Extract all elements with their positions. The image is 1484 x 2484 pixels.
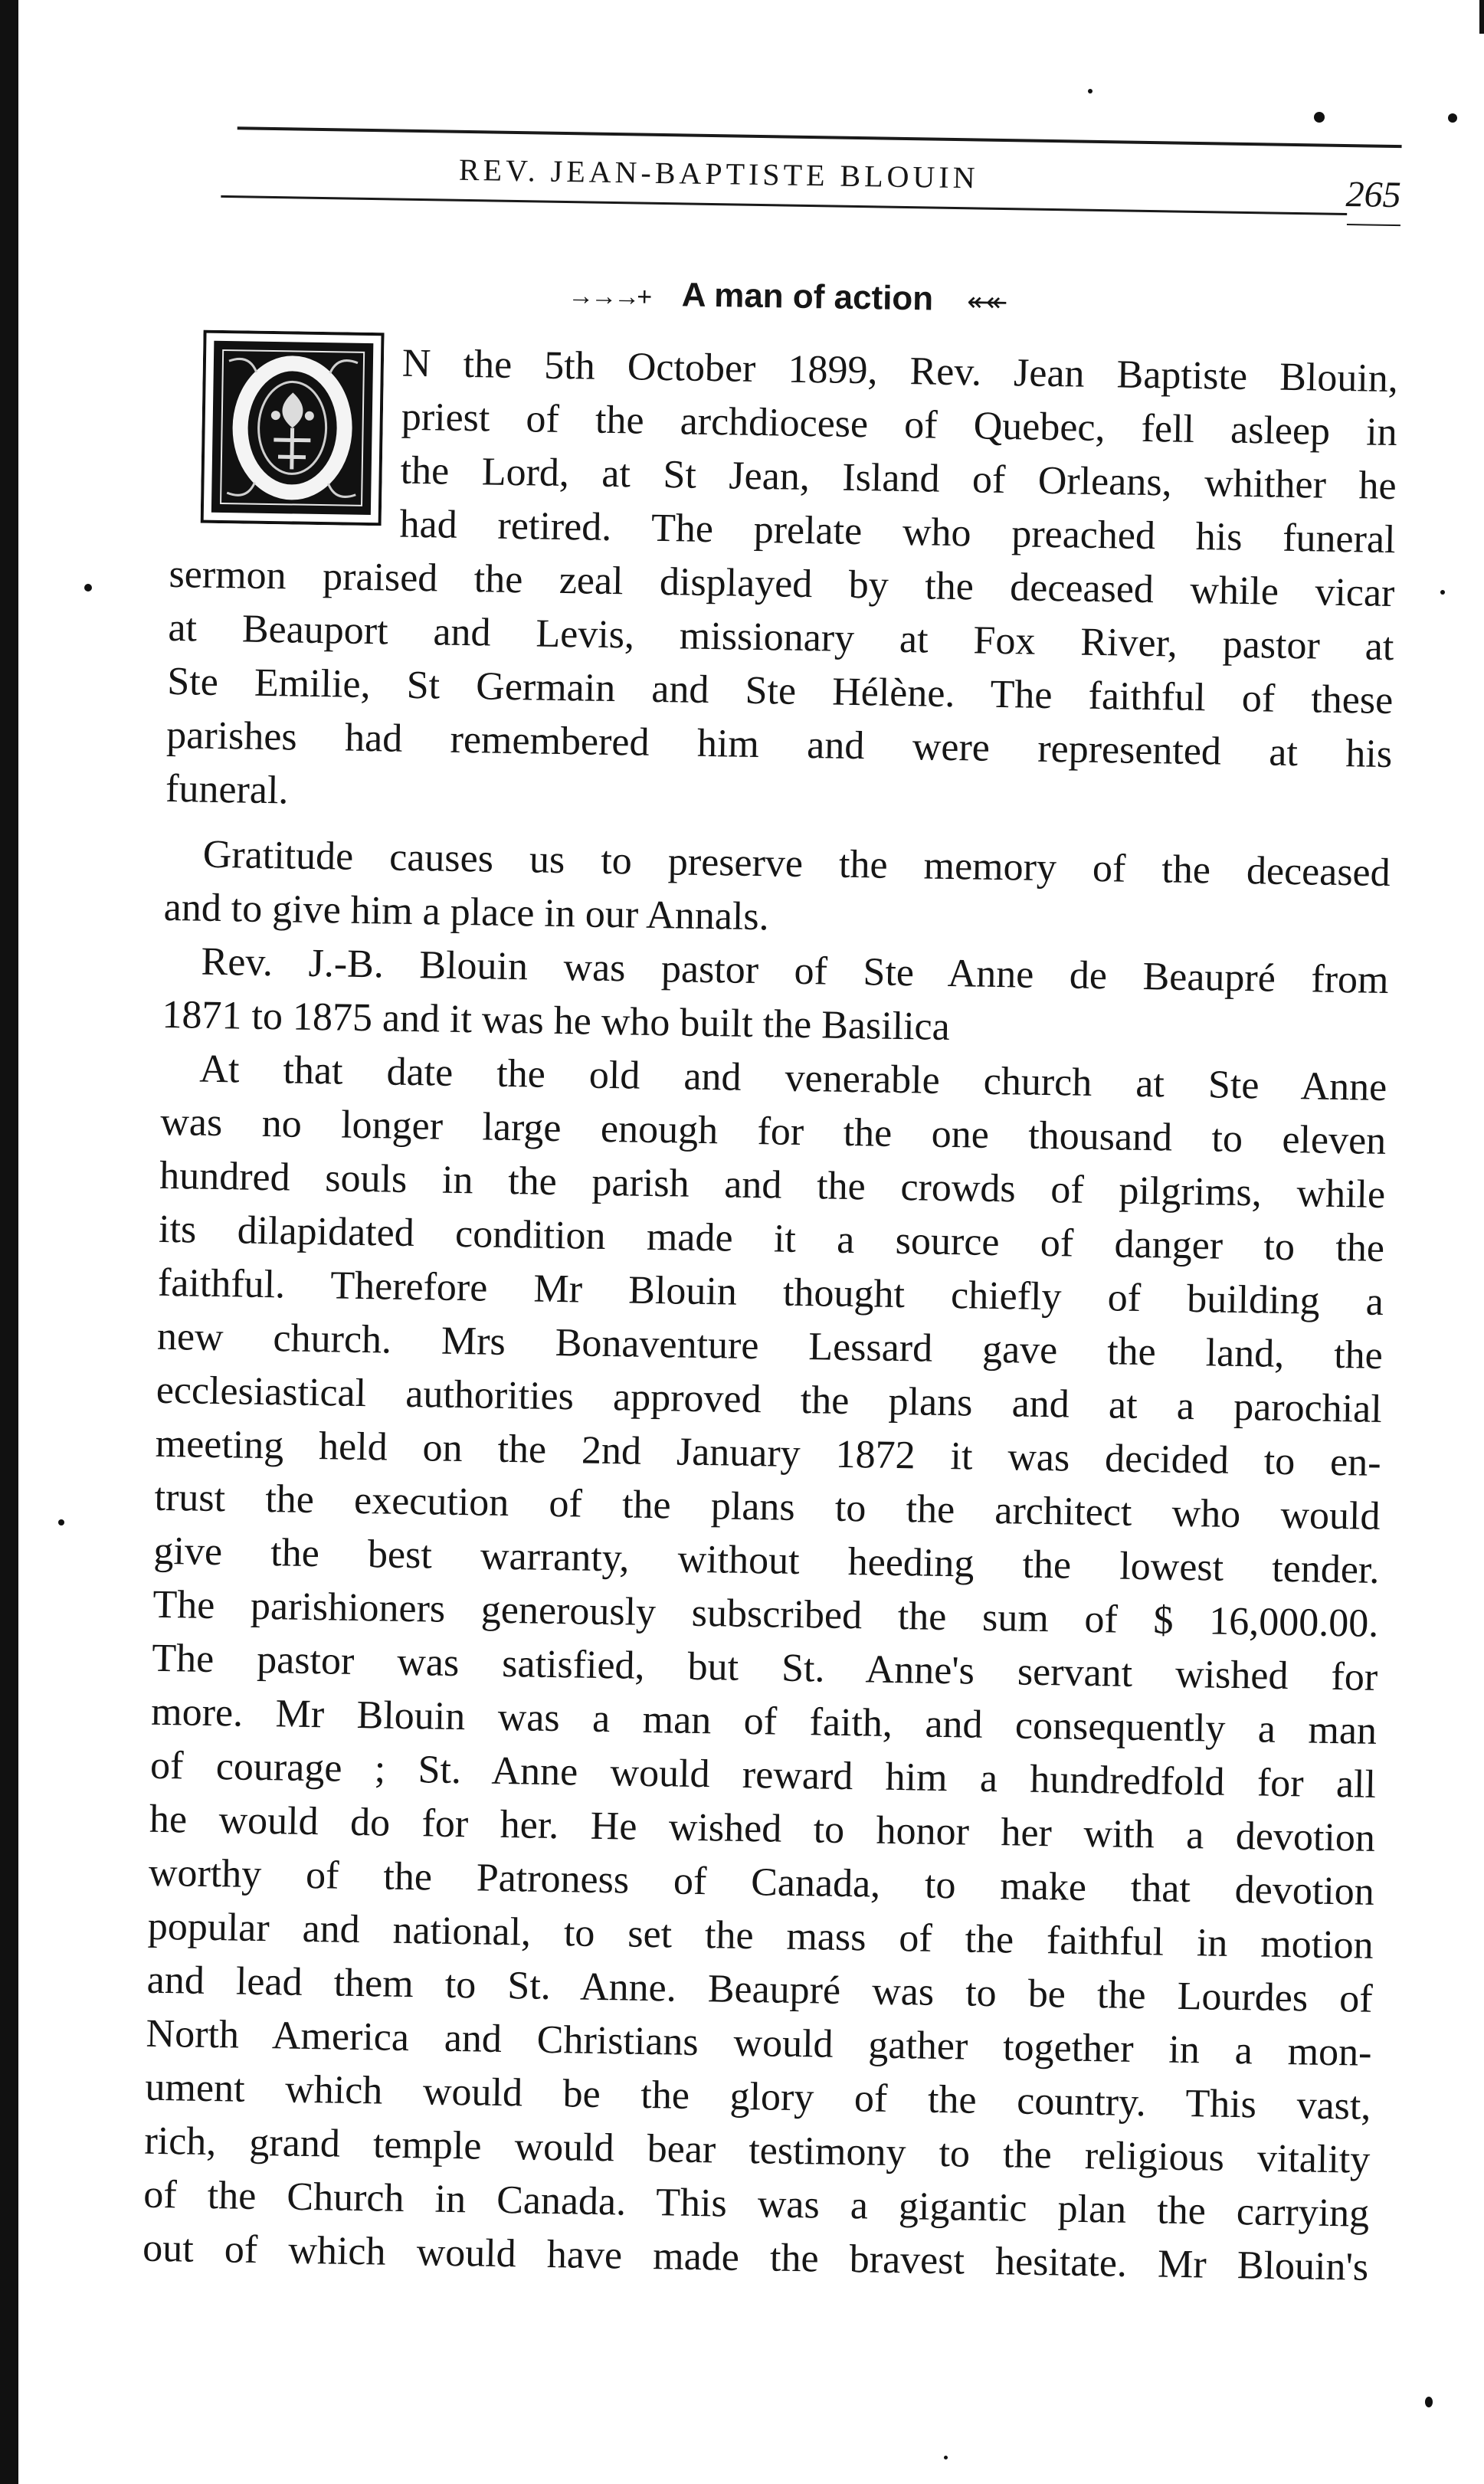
text-line: sermon praised the zeal displayed by the deceased while vicar: [169, 552, 1395, 616]
text-line: ecclesiastical authorities approved the plans and at a parochial: [156, 1368, 1383, 1431]
text-line: faithful. Therefore Mr Blouin thought chiefly of building a: [157, 1260, 1384, 1324]
text-line: rich, grand temple would bear testimony to the religious vitality: [144, 2119, 1371, 2182]
text-line: at Beauport and Levis, missionary at Fox River, pastor at: [168, 605, 1394, 670]
scan-speck: [1425, 2397, 1433, 2407]
scan-edge-left: [0, 0, 18, 2484]
text-line: N the 5th October 1899, Rev. Jean Baptiste Blouin,: [401, 341, 1399, 401]
text-line: the Lord, at St Jean, Island of Orleans, whither he: [400, 448, 1397, 509]
text-line: The parishioners generously subscribed the sum of $ 16,000.00.: [152, 1582, 1379, 1646]
text-line: At that date the old and venerable church at Ste Anne: [198, 1047, 1387, 1109]
ornament-right: ↞↞: [967, 287, 1005, 318]
text-line: give the best warranty, without heeding the lowest tender.: [153, 1529, 1380, 1592]
scan-speck: [84, 584, 92, 592]
text-line: hundred souls in the parish and the crowds of pilgrims, while: [159, 1153, 1386, 1217]
text-line: North America and Christians would gather together in a mon-: [146, 2011, 1372, 2075]
text-line: ument which would be the glory of the country. This vast,: [145, 2065, 1371, 2128]
scan-speck: [58, 1519, 64, 1525]
text-line: was no longer large enough for the one thousand to eleven: [159, 1099, 1387, 1163]
ornate-initial-o-icon: [201, 330, 385, 526]
ornament-left: →→→+: [568, 281, 650, 312]
text-line: funeral.: [165, 766, 289, 813]
text-line: meeting held on the 2nd January 1872 it was decided to en-: [155, 1421, 1382, 1485]
running-head-title: REV. JEAN-BAPTISTE BLOUIN: [458, 152, 979, 195]
page-number: 265: [1345, 173, 1401, 216]
text-line: 1871 to 1875 and it was he who built the Basilica: [162, 992, 951, 1050]
section-title: A man of action: [681, 276, 934, 318]
text-line: The pastor was satisfied, but St. Anne's servant wished for: [151, 1636, 1378, 1699]
text-line: he would do for her. He wished to honor her with a devotion: [149, 1797, 1376, 1860]
text-line: and to give him a place in our Annals.: [163, 885, 770, 939]
scan-edge-right: [1479, 0, 1484, 34]
text-line: worthy of the Patroness of Canada, to make that devotion: [148, 1850, 1375, 1914]
text-line: Gratitude causes us to preserve the memory of the deceased: [202, 832, 1391, 896]
text-line: of the Church in Canada. This was a gigantic plan the carrying: [143, 2172, 1370, 2236]
text-line: its dilapidated condition made it a source of danger to the: [158, 1207, 1385, 1270]
section-heading: [173, 268, 1400, 326]
header-rule-bottom-right: [1347, 224, 1400, 226]
text-line: had retired. The prelate who preached his funeral: [399, 502, 1396, 562]
text-line: Rev. J.-B. Blouin was pastor of Ste Anne de Beaupré from: [201, 939, 1389, 1002]
scan-speck: [1448, 113, 1457, 123]
text-line: parishes had remembered him and were represented at his: [165, 713, 1393, 777]
header-rule-top: [238, 126, 1402, 148]
text-line: trust the execution of the plans to the architect who would: [154, 1475, 1381, 1539]
book-page: [139, 115, 1402, 2471]
scan-speck: [1314, 112, 1325, 123]
scan-speck: [1440, 590, 1445, 595]
text-line: of courage ; St. Anne would reward him a hundredfold for all: [149, 1743, 1377, 1807]
text-line: more. Mr Blouin was a man of faith, and consequently a man: [150, 1689, 1378, 1753]
text-line: popular and national, to set the mass of the faithful in motion: [147, 1904, 1374, 1968]
text-line: Ste Emilie, St Germain and Ste Hélène. The faithful of these: [166, 659, 1394, 723]
text-line: out of which would have made the bravest hesitate. Mr Blouin's: [142, 2226, 1369, 2289]
text-line: and lead them to St. Anne. Beaupré was to be the Lourdes of: [146, 1958, 1374, 2021]
text-line: new church. Mrs Bonaventure Lessard gave the land, the: [156, 1314, 1384, 1378]
text-line: priest of the archdiocese of Quebec, fell asleep in: [401, 395, 1398, 455]
scan-speck: [1088, 89, 1093, 93]
